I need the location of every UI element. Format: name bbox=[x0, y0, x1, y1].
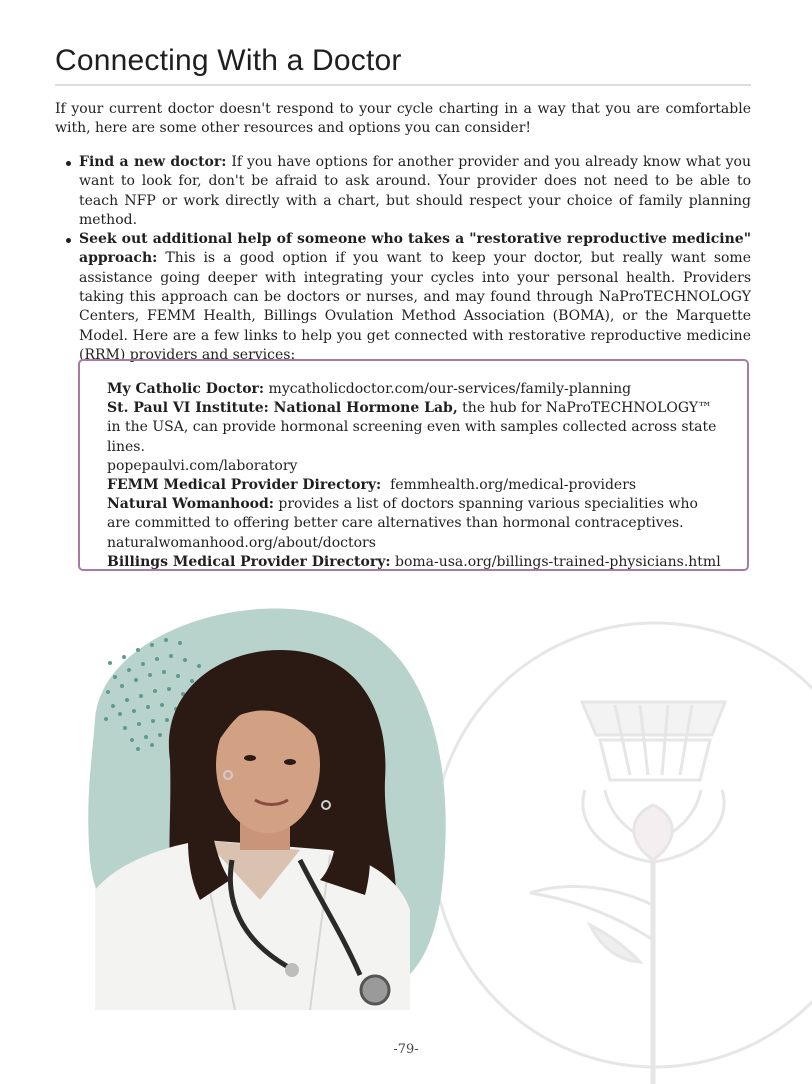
resource-label: Billings Medical Provider Directory: bbox=[107, 553, 391, 570]
bullet-text: This is a good option if you want to keep your doctor, but really want some assistance going deeper with integrating your cycles into your personal health. Providers taking this approach can be doctors or nurses, and may found through NaProTECHNOLOGY Centers, FEMM Health, Billings Ovulation Method Association (BOMA), or the Marquette Model. Here are a few links to help you get connected with restorative reproductive medicine (RRM) providers and services: bbox=[79, 250, 751, 363]
intro-paragraph: If your current doctor doesn't respond to your cycle charting in a way that you are comfortable with, here are some other resources and options you can consider! bbox=[55, 101, 751, 137]
bullet-lead: Find a new doctor: bbox=[79, 154, 227, 170]
watermark-circle bbox=[433, 623, 812, 1067]
thistle-leaf-fill bbox=[590, 925, 640, 962]
resource-label: FEMM Medical Provider Directory: bbox=[107, 477, 382, 494]
resource-label: St. Paul VI Institute: National Hormone Lab, bbox=[107, 400, 458, 417]
thistle-leaf-left bbox=[530, 886, 653, 940]
page-number: -79- bbox=[393, 1042, 419, 1057]
thistle-crown-top bbox=[582, 702, 725, 735]
resource-link[interactable]: popepaulvi.com/laboratory bbox=[107, 457, 298, 474]
resource-label: Natural Womanhood: bbox=[107, 496, 274, 513]
resource-link[interactable]: naturalwomanhood.org/about/doctors bbox=[107, 534, 376, 551]
thistle-bud bbox=[634, 805, 672, 860]
resource-description: the hub for NaProTECHNOLOGY™ in the USA, can provide hormonal screening even with samples collected across state lines. bbox=[107, 400, 717, 455]
thistle-crown-mid bbox=[600, 740, 710, 780]
page-title: Connecting With a Doctor bbox=[55, 44, 402, 77]
resource-link[interactable]: mycatholicdoctor.com/our-services/family-planning bbox=[264, 381, 632, 397]
resource-description: provides a list of doctors spanning various specialities who are committed to offering better care alternatives than hormonal contraceptives. bbox=[107, 496, 698, 532]
bullet-lead: Seek out additional help of someone who takes a "restorative reproductive medicine" approach: bbox=[79, 231, 751, 267]
resource-link[interactable]: femmhealth.org/medical-providers bbox=[381, 477, 637, 494]
resource-label: My Catholic Doctor: bbox=[107, 381, 265, 397]
resource-link[interactable]: boma-usa.org/billings-trained-physicians.html bbox=[390, 553, 721, 570]
bullet-text: If you have options for another provider and you already know what you want to look for, don't be afraid to ask around. Your provider does not need to be able to teach NFP or work directly with a chart, but should respect your choice of family planning method. bbox=[79, 154, 751, 228]
